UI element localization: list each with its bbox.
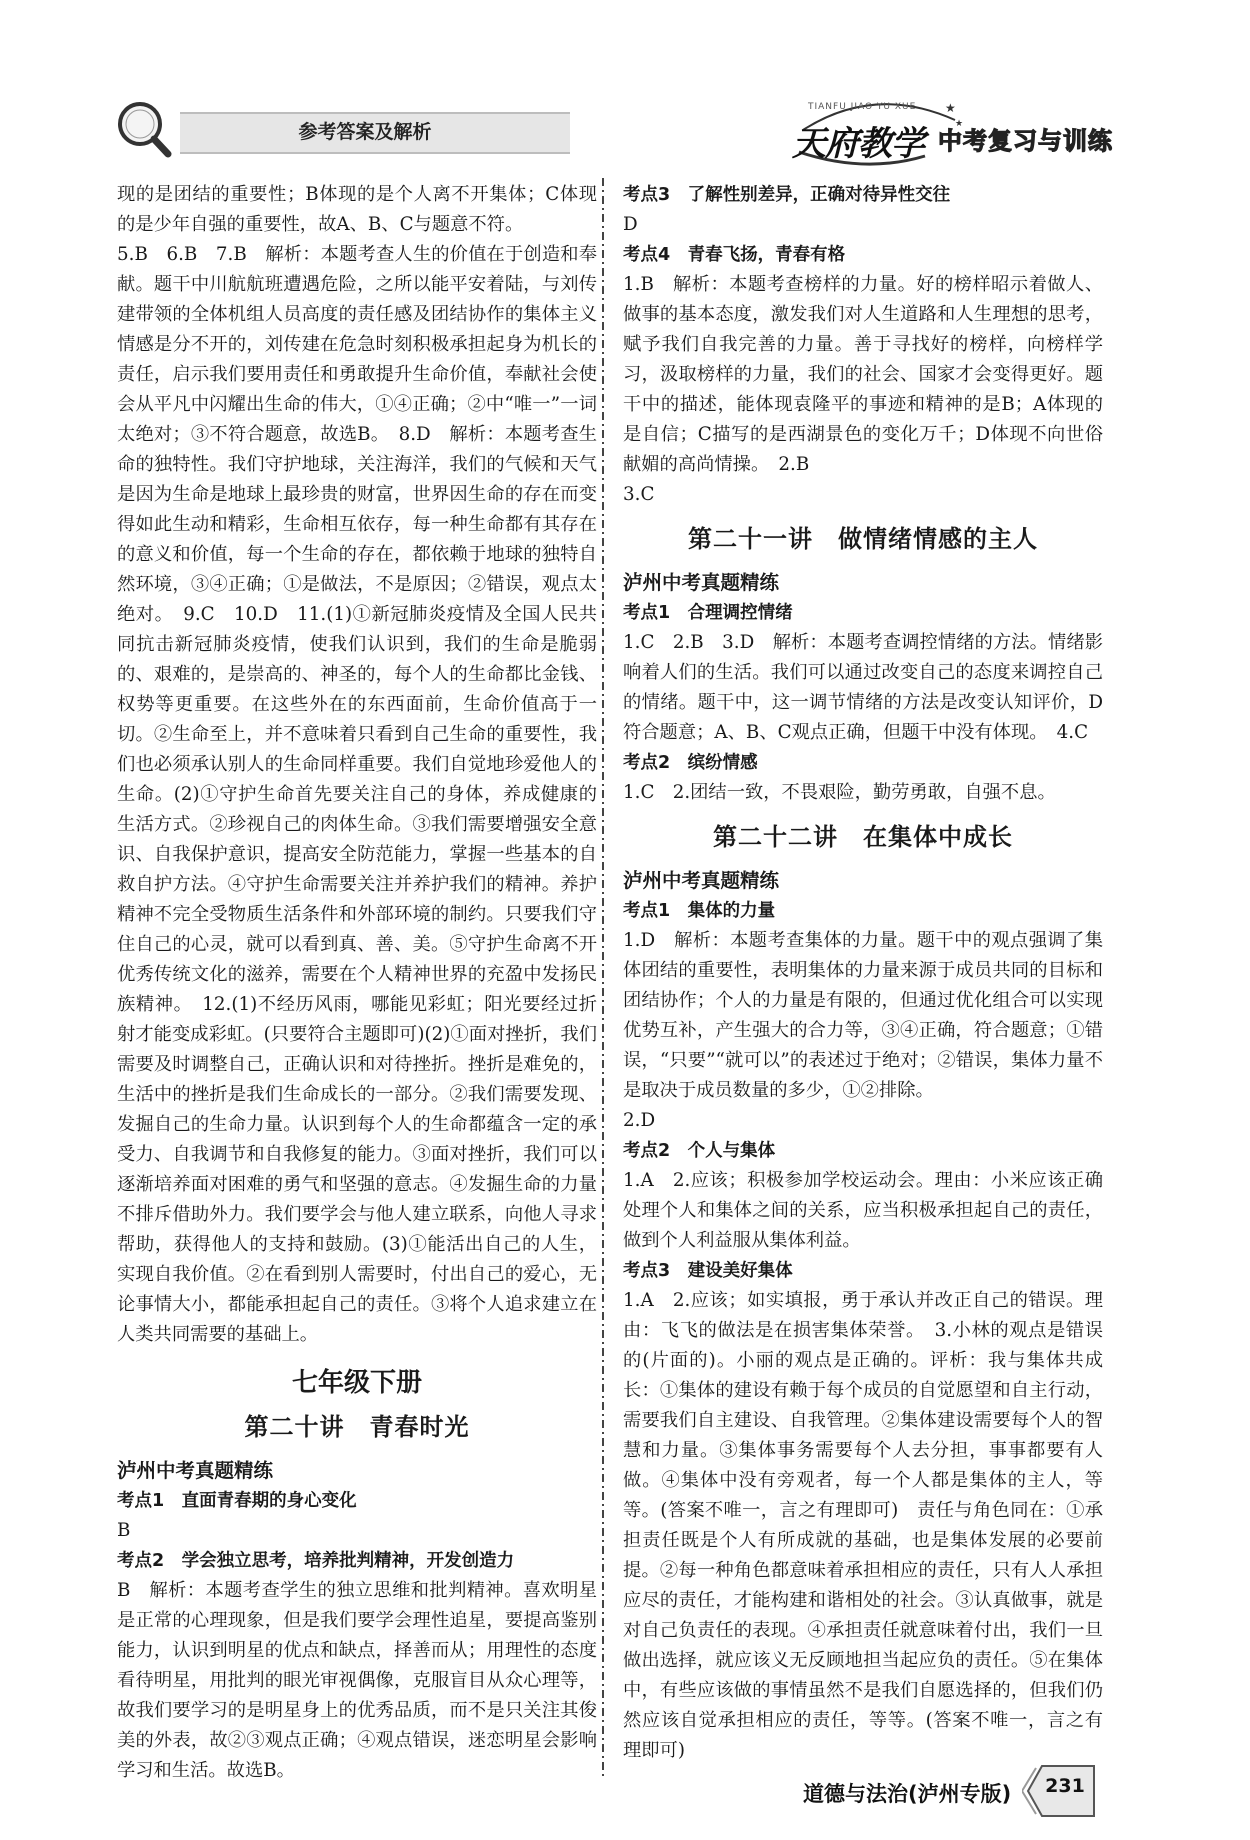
key-point-heading: 考点2 学会独立思考，培养批判精神，开发创造力 [117,1551,515,1571]
key-point-heading: 考点1 直面青春期的身心变化 [117,1491,357,1511]
header-title: 参考答案及解析 [298,121,432,143]
answer-paragraph: 1.D 解析：本题考查集体的力量。题干中的观点强调了集体团结的重要性，表明集体的力量来源于成员共同的目标和团结协作；个人的力量是有限的，但通过优化组合可以实现优势互补，产生强大的合力等，③④正确，符合题意；①错误，“只要”“就可以”的表述过于绝对；②错误，集体力量不是取决于成员数量的多少，①②排除。 [623,930,1103,1101]
key-point-heading: 考点2 缤纷情感 [623,753,758,773]
answer-paragraph: B [117,1520,131,1541]
svg-text:★: ★ [945,101,956,115]
page-number: 231 [1045,1775,1085,1797]
key-point-heading: 考点1 集体的力量 [623,901,776,921]
lecture-title: 第二十一讲 做情绪情感的主人 [688,524,1038,553]
answer-paragraph: 1.C 2.团结一致，不畏艰险，勤劳勇敢，自强不息。 [623,782,1056,803]
lecture-title: 第二十二讲 在集体中成长 [713,822,1013,851]
answer-paragraph: 2.D [623,1110,656,1131]
key-point-heading: 考点3 建设美好集体 [623,1261,793,1281]
logo-brand: 天府教学 [792,124,924,164]
answer-paragraph: 1.B 解析：本题考查榜样的力量。好的榜样昭示着做人、做事的基本态度，激发我们对人生道路和人生理想的思考，赋予我们自我完善的力量。善于寻找好的榜样，向榜样学习，汲取榜样的力量，我们的社会、国家才会变得更好。题干中的描述，能体现袁隆平的事迹和精神的是B；A体现的是自信；C描写的是西湖景色的变化万千；D体现不向世俗献媚的高尚情操。 2.B [623,274,1103,475]
magnifier-icon [112,98,174,160]
answer-paragraph: 1.A 2.应该；积极参加学校运动会。理由：小米应该正确处理个人和集体之间的关系，应当积极承担起自己的责任，做到个人利益服从集体利益。 [623,1170,1103,1251]
key-point-heading: 考点1 合理调控情绪 [623,603,793,623]
series-title: 中考复习与训练 [938,127,1113,155]
answer-paragraph: 现的是团结的重要性；B体现的是个人离不开集体；C体现的是少年自强的重要性，故A、B、C与题意不符。 [117,184,597,235]
left-column [117,180,597,1786]
logo-pinyin: TIANFU JIAO YU XUE [808,102,917,112]
right-column [623,180,1103,1766]
volume-title: 七年级下册 [291,1368,422,1398]
answer-paragraph: D [623,214,638,235]
key-point-heading: 考点2 个人与集体 [623,1141,776,1161]
answer-paragraph: 5.B 6.B 7.B 解析：本题考查人生的价值在于创造和奉献。题干中川航航班遭遇危险，之所以能平安着陆，与刘传建带领的全体机组人员高度的责任感及团结协作的集体主义情感是分不开的，刘传建在危急时刻积极承担起身为机长的责任，启示我们要用责任和勇敢提升生命价值，奉献社会使会从平凡中闪耀出生命的伟大，①④正确；②中“唯一”一词太绝对；③不符合题意，故选B。 8.D 解析：本题考查生命的独特性。我们守护地球，关注海洋，我们的气候和天气是因为生命是地球上最珍贵的财富，世界因生命的存在而变得如此生动和精彩，生命相互依存，每一种生命都有其存在的意义和价值，每一个生命的存在，都依赖于地球的独特自然环境，③④正确；①是做法，不是原因；②错误，观点太绝对。 9.C 10.D 11.(1)①新冠肺炎疫情及全国人民共同抗击新冠肺炎疫情，使我们认识到，我们的生命是脆弱的、艰难的，是崇高的、神圣的，每个人的生命都比金钱、权势等更重要。在这些外在的东西面前，生命价值高于一切。②生命至上，并不意味着只看到自己生命的重要性，我们也必须承认别人的生命同样重要。我们自觉地珍爱他人的生命。(2)①守护生命首先要关注自己的身体，养成健康的生活方式。②珍视自己的肉体生命。③我们需要增强安全意识、自我保护意识，提高安全防范能力，掌握一些基本的自救自护方法。④守护生命需要关注并养护我们的精神。养护精神不完全受物质生活条件和外部环境的制约。只要我们守住自己的心灵，就可以看到真、善、美。⑤守护生命离不开优秀传统文化的滋养，需要在个人精神世界的充盈中发扬民族精神。 12.(1)不经历风雨，哪能见彩虹；阳光要经过折射才能变成彩虹。(只要符合主题即可)(2)①面对挫折，我们需要及时调整自己，正确认识和对待挫折。挫折是难免的，生活中的挫折是我们生命成长的一部分。②我们需要发现、发掘自己的生命力量。认识到每个人的生命都蕴含一定的承受力、自我调节和自我修复的能力。③面对挫折，我们可以逐渐培养面对困难的勇气和坚强的意志。④发掘生命的力量不排斥借助外力。我们要学会与他人建立联系，向他人寻求帮助，获得他人的支持和鼓励。(3)①能活出自己的人生，实现自我价值。②在看到别人需要时，付出自己的爱心，无论事情大小，都能承担起自己的责任。③将个人追求建立在人类共同需要的基础上。 [117,244,597,1345]
answer-paragraph: 1.A 2.应该；如实填报，勇于承认并改正自己的错误。理由：飞飞的做法是在损害集体荣誉。 3.小林的观点是错误的(片面的)。小丽的观点是正确的。评析：我与集体共成长：①集体的建设有赖于每个成员的自觉愿望和自主行动，需要我们自主建设、自我管理。②集体建设需要每个人的智慧和力量。③集体事务需要每个人去分担，事事都要有人做。④集体中没有旁观者，每一个人都是集体的主人，等等。(答案不唯一，言之有理即可) 责任与角色同在：①承担责任既是个人有所成就的基础，也是集体发展的必要前提。②每一种角色都意味着承担相应的责任，只有人人承担应尽的责任，才能构建和谐相处的社会。③认真做事，就是对自己负责任的表现。④承担责任就意味着付出，我们一旦做出选择，就应该义无反顾地担当起应负的责任。⑤在集体中，有些应该做的事情虽然不是我们自愿选择的，但我们仍然应该自觉承担相应的责任，等等。(答案不唯一，言之有理即可) [623,1290,1103,1761]
answer-paragraph: 1.C 2.B 3.D 解析：本题考查调控情绪的方法。情绪影响着人们的生活。我们可以通过改变自己的态度来调控自己的情绪。题干中，这一调节情绪的方法是改变认知评价，D符合题意；A、B、C观点正确，但题干中没有体现。 4.C [623,632,1103,743]
svg-text:★: ★ [955,119,964,129]
key-point-heading: 考点4 青春飞扬，青春有格 [623,245,846,265]
answer-paragraph: 3.C [623,484,655,505]
section-title: 泸州中考真题精练 [117,1459,274,1482]
column-divider [601,178,605,1778]
lecture-title: 第二十讲 青春时光 [244,1412,470,1441]
page-header [0,0,1250,175]
section-title: 泸州中考真题精练 [623,571,780,594]
key-point-heading: 考点3 了解性别差异，正确对待异性交往 [623,185,951,205]
footer-subject: 道德与法治(泸州专版) [803,1782,1012,1806]
answer-paragraph: B 解析：本题考查学生的独立思维和批判精神。喜欢明星是正常的心理现象，但是我们要学会理性追星，要提高鉴别能力，认识到明星的优点和缺点，择善而从；用理性的态度看待明星，用批判的眼光审视偶像，克服盲目从众心理等，故我们要学习的是明星身上的优秀品质，而不是只关注其俊美的外表，故②③观点正确；④观点错误，迷恋明星会影响学习和生活。故选B。 [117,1580,597,1781]
section-title: 泸州中考真题精练 [623,869,780,892]
